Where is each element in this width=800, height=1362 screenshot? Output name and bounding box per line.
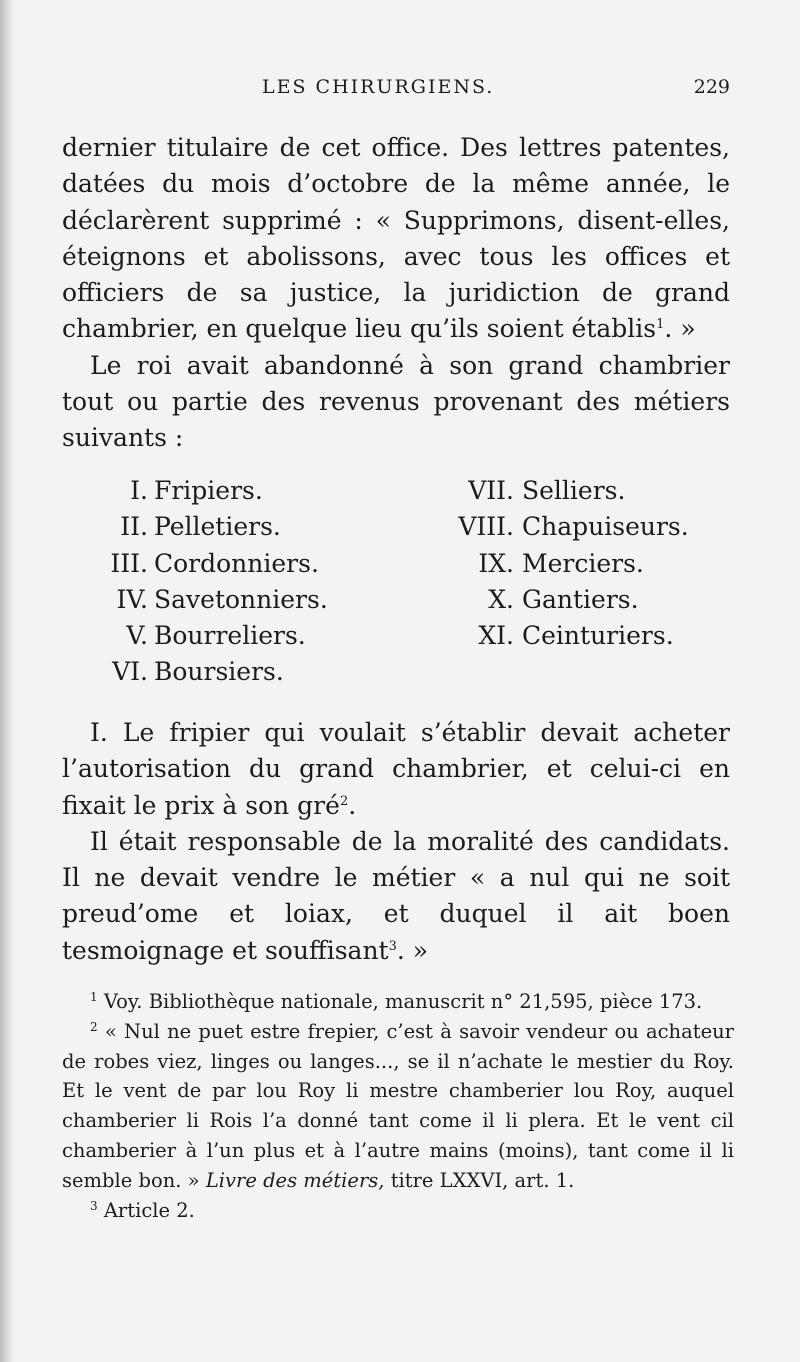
- list-name: Boursiers.: [154, 657, 284, 687]
- paragraph-3-end: .: [348, 790, 357, 820]
- paragraph-3-text: I. Le fripier qui voulait s’établir devait acheter l’autorisation du grand chambrier, et celui-ci en fixait le prix à son gré: [62, 718, 730, 820]
- trades-list: [62, 473, 730, 693]
- list-numeral: V.: [126, 621, 148, 651]
- list-item: [62, 582, 392, 618]
- list-name: Bourreliers.: [154, 621, 306, 651]
- list-name: Ceinturiers.: [522, 621, 674, 651]
- paragraph-4: [62, 824, 730, 969]
- list-item: [62, 509, 392, 545]
- list-item: [412, 618, 730, 654]
- paragraph-1-text: dernier titulaire de cet office. Des lettres patentes, datées du mois d’octobre de la même année, le déclarèrent supprimé : « Supprimons, disent-elles, éteignons et abolissons, avec tous les offices et officiers de sa justice, la juridiction de grand chambrier, en quelque lieu qu’ils soient établis: [62, 133, 730, 344]
- footnote-3: [62, 1196, 734, 1226]
- trades-column-right: [412, 473, 730, 654]
- paragraph-3: [62, 715, 730, 824]
- list-item: [62, 654, 392, 690]
- footnote-2: [62, 1017, 734, 1196]
- footnote-2-source: Livre des métiers,: [205, 1168, 385, 1192]
- page-number: 229: [693, 76, 730, 98]
- list-numeral: I.: [130, 476, 148, 505]
- list-numeral: X.: [488, 584, 514, 614]
- footnote-2-ref: titre LXXVI, art. 1.: [390, 1168, 575, 1192]
- list-numeral: VII.: [468, 476, 514, 505]
- list-numeral: XI.: [478, 621, 514, 651]
- list-numeral: III.: [110, 548, 148, 578]
- footnote-1: [62, 987, 734, 1017]
- list-item: [62, 473, 392, 509]
- paragraph-2: Le roi avait abandonné à son grand chambrier tout ou partie des revenus provenant des métiers suivants :: [62, 350, 730, 453]
- footnote-2-text: « Nul ne puet estre frepier, c’est à savoir vendeur ou achateur de robes viez, linges ou langes..., se il n’achate le mestier du Roy. Et le vent de par lou Roy li mestre chamberier lou Roy, auquel chamberier li Rois l’a donné tant come il li plera. Et le vent cil chamberier à l’un plus et à l’autre mains (moins), tant come il li semble bon. »: [62, 1019, 734, 1192]
- trades-column-left: [62, 473, 392, 691]
- footnotes: [62, 987, 734, 1225]
- footnote-2-mark: 2: [90, 1019, 98, 1034]
- list-name: Selliers.: [522, 476, 626, 505]
- body-text-upper: [62, 130, 730, 457]
- list-numeral: IX.: [478, 548, 514, 578]
- list-name: Cordonniers.: [154, 548, 319, 578]
- list-item: [412, 473, 730, 509]
- footnote-ref-2: 2: [339, 793, 349, 809]
- footnote-1-mark: 1: [90, 990, 98, 1004]
- list-name: Savetonniers.: [154, 584, 328, 614]
- running-title: LES CHIRURGIENS.: [262, 76, 495, 98]
- list-item: [62, 618, 392, 654]
- list-item: [62, 546, 392, 582]
- list-item: [412, 546, 730, 582]
- list-item: [412, 509, 730, 545]
- footnote-ref-3: 3: [388, 938, 397, 954]
- footnote-3-mark: 3: [90, 1198, 98, 1213]
- paragraph-4-end: . »: [396, 935, 429, 965]
- list-name: Chapuiseurs.: [522, 512, 689, 542]
- list-numeral: II.: [120, 512, 148, 542]
- paragraph-1-end: . »: [664, 314, 696, 344]
- footnote-ref-1: 1: [656, 317, 665, 333]
- footnote-1-text: Voy. Bibliothèque nationale, manuscrit n° 21,595, pièce 173.: [103, 990, 703, 1013]
- list-numeral: VIII.: [458, 512, 514, 542]
- page-header: [62, 76, 730, 106]
- list-numeral: IV.: [116, 584, 148, 614]
- page-edge-shadow: [0, 0, 14, 1362]
- body-text-lower: [62, 715, 730, 969]
- list-name: Fripiers.: [154, 476, 263, 505]
- paragraph-1: [62, 130, 730, 348]
- list-numeral: VI.: [112, 657, 148, 687]
- list-name: Pelletiers.: [154, 512, 281, 542]
- list-name: Merciers.: [522, 548, 644, 578]
- list-item: [412, 582, 730, 618]
- paragraph-4-text: Il était responsable de la moralité des candidats. Il ne devait vendre le métier « a nul qui ne soit preud’ome et loiax, et duquel il ait boen tesmoignage et souffisant: [62, 826, 730, 965]
- footnote-3-text: Article 2.: [103, 1198, 195, 1222]
- list-name: Gantiers.: [522, 584, 639, 614]
